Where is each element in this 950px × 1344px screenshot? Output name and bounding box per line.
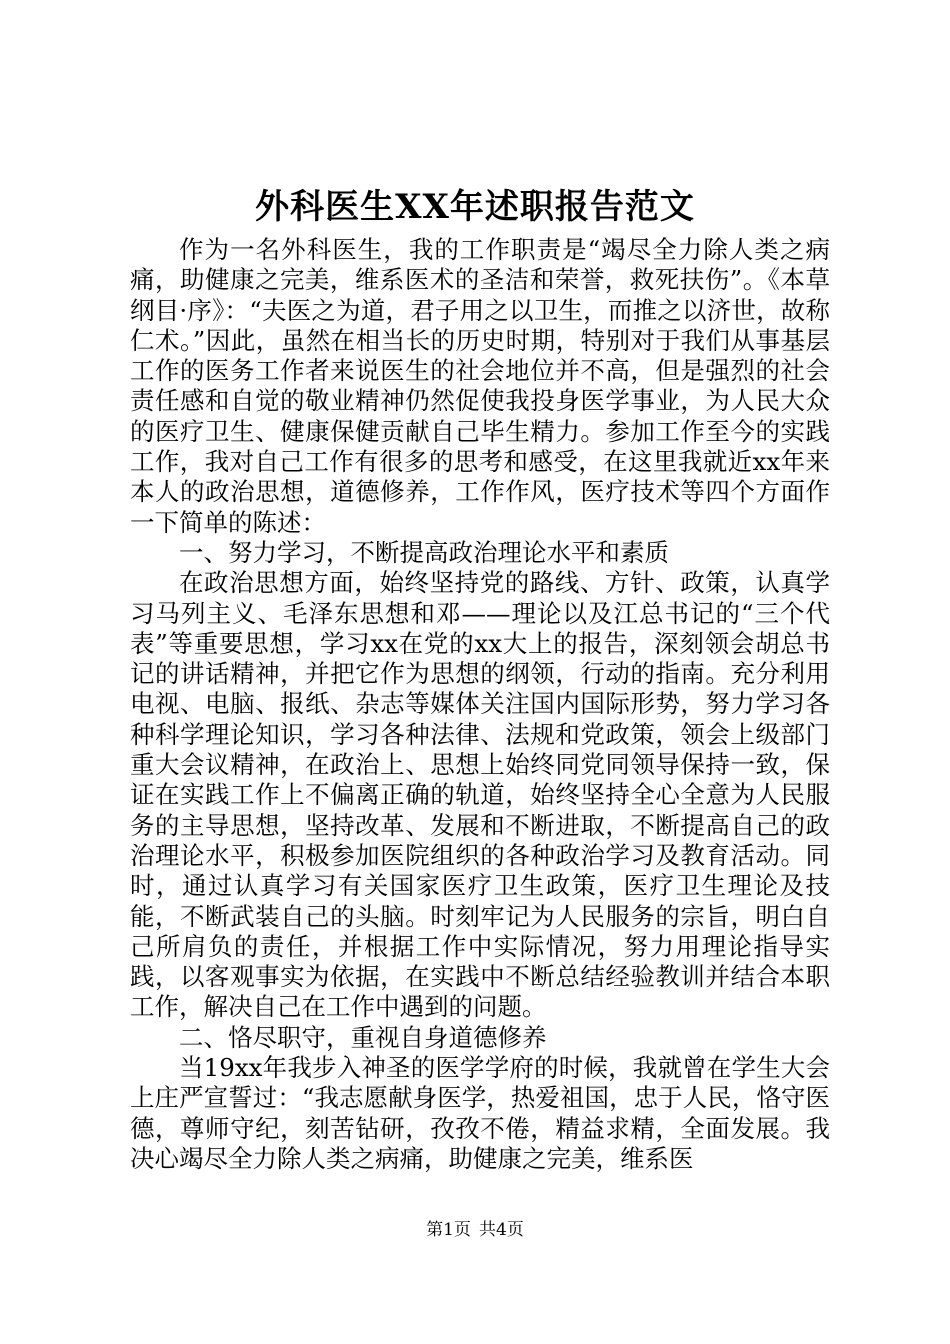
- document-body: [130, 235, 830, 1174]
- page-total: 共4页: [479, 1220, 524, 1240]
- paragraph-section-1: 在政治思想方面，始终坚持党的路线、方针、政策，认真学习马列主义、毛泽东思想和邓——理论以及江总书记的“三个代表”等重要思想，学习xx在党的xx大上的报告，深刻领会胡总书记的讲话精神，并把它作为思想的纲领，行动的指南。充分利用电视、电脑、报纸、杂志等媒体关注国内国际形势，努力学习各种科学理论知识，学习各种法律、法规和党政策，领会上级部门重大会议精神，在政治上、思想上始终同党同领导保持一致，保证在实践工作上不偏离正确的轨道，始终坚持全心全意为人民服务的主导思想，坚持改革、发展和不断进取，不断提高自己的政治理论水平，积极参加医院组织的各种政治学习及教育活动。同时，通过认真学习有关国家医疗卫生政策，医疗卫生理论及技能，不断武装自己的头脑。时刻牢记为人民服务的宗旨，明白自己所肩负的责任，并根据工作中实际情况，努力用理论指导实践，以客观事实为依据，在实践中不断总结经验教训并结合本职工作，解决自己在工作中遇到的问题。: [130, 568, 830, 1022]
- section-heading-1: 一、努力学习，不断提高政治理论水平和素质: [179, 537, 669, 567]
- section-heading-2: 二、恪尽职守，重视自身道德修养: [179, 1022, 547, 1052]
- paragraph-intro: 作为一名外科医生，我的工作职责是“竭尽全力除人类之病痛，助健康之完美，维系医术的圣洁和荣誉，救死扶伤”。《本草纲目·序》：“夫医之为道，君子用之以卫生，而推之以济世，故称仁术。”因此，虽然在相当长的历史时期，特别对于我们从事基层工作的医务工作者来说医生的社会地位并不高，但是强烈的社会责任感和自觉的敬业精神仍然促使我投身医学事业，为人民大众的医疗卫生、健康保健贡献自己毕生精力。参加工作至今的实践工作，我对自己工作有很多的思考和感受，在这里我就近xx年来本人的政治思想，道德修养，工作作风，医疗技术等四个方面作一下简单的陈述：: [130, 235, 830, 537]
- page-footer: [0, 1218, 950, 1242]
- page-number: 第1页: [426, 1220, 471, 1240]
- paragraph-section-2: 当19xx年我步入神圣的医学学府的时候，我就曾在学生大会上庄严宣誓过：“我志愿献身医学，热爱祖国，忠于人民，恪守医德，尊师守纪，刻苦钻研，孜孜不倦，精益求精，全面发展。我决心竭尽全力除人类之病痛，助健康之完美，维系医: [130, 1053, 830, 1173]
- page-title: 外科医生XX年述职报告范文: [255, 187, 695, 227]
